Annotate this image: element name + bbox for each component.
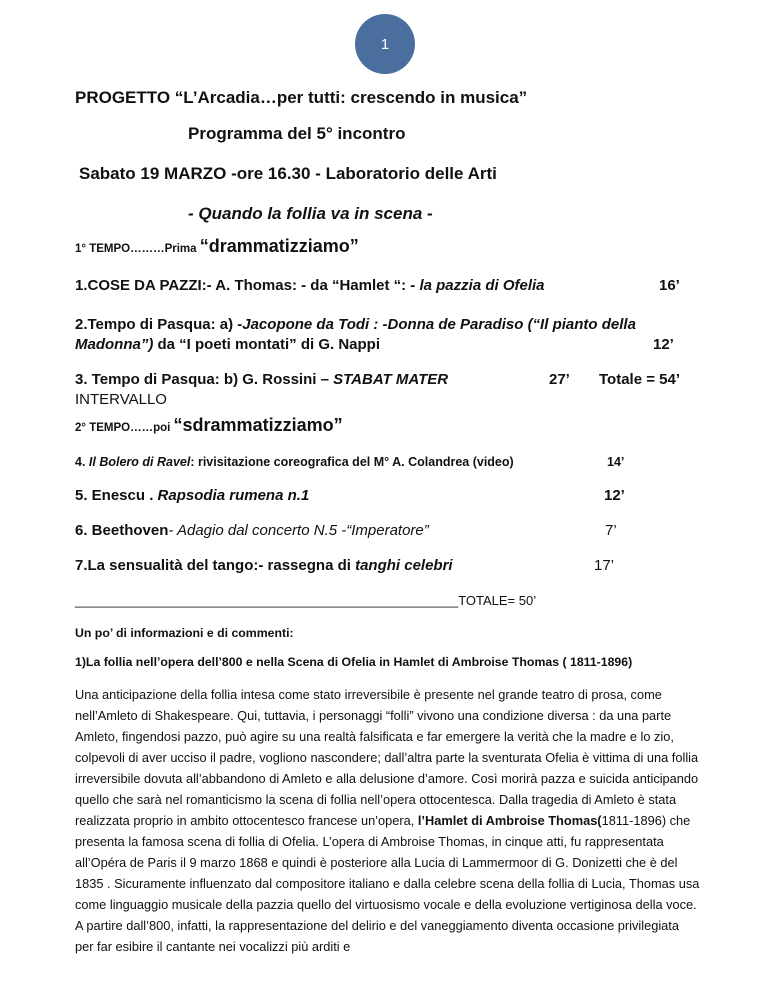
item-6-text: 6. Beethoven	[75, 522, 169, 539]
item-4-italic: Il Bolero di Ravel	[88, 455, 191, 469]
document-title: PROGETTO “L’Arcadia…per tutti: crescendo in musica”	[75, 88, 528, 107]
item-3-text: 3. Tempo di Pasqua: b) G. Rossini –	[75, 371, 334, 388]
paragraph-text-1: Una anticipazione della follia intesa come stato irreversibile è presente nel grande teatro di prosa, come nell’Amleto di Shakespeare. Qui, tuttavia, i personaggi “folli” vivono una condizione diversa : da una parte Amleto, fingendosi pazzo, può agire su una realtà falsificata e far emergere la verità che la madre e lo zio, colpevoli di aver ucciso il padre, vogliono nascondere; dall’altra parte la sventurata Ofelia è vittima di una follia irreversibile dovuta all’abbandono di Amleto e alla delusione d’amore. Così morirà pazza e suicida anticipando quello che sarà nel romanticismo la scena di follia nell’opera ottocentesca. Dalla tragedia di Amleto è stata realizzata proprio in ambito ottocentesco francese un’opera,	[75, 687, 699, 828]
section-1-heading: 1)La follia nell’opera dell’800 e nella Scena di Ofelia in Hamlet di Ambroise Thomas ( 1811-1896)	[75, 655, 633, 669]
item-4-number: 4.	[75, 455, 89, 469]
item-2-text: 2.Tempo di Pasqua: a) -	[75, 316, 243, 333]
item-3-duration: 27’	[549, 371, 570, 388]
paragraph-text-2: 1811-1896) che presenta la famosa scena di follia di Ofelia. L’opera di Ambroise Thomas, in cinque atti, fu rappresentata all’Opéra de Paris il 9 marzo 1868 e quindi è posteriore alla Lucia di Lammermoor di G. Donizetti che è del 1835 . Sicuramente influenzato dal compositore italiano e dalla celebre scena della follia di Lucia, Thomas usa come linguaggio musicale della pazzia quello del virtuosismo vocale e della evoluzione vertiginosa della voce. A partire dall’800, infatti, la rappresentazione del delirio e del vaneggiamento diventa occasione privilegiata per far esibire il cantante nei vocalizzi più arditi e	[75, 813, 700, 954]
item-4-duration: 14’	[607, 455, 625, 469]
tempo1-word: “drammatizziamo”	[199, 236, 359, 256]
tempo2-prefix: 2° TEMPO……poi	[75, 422, 174, 434]
grand-total-line: _____________________________________________________TOTALE= 50’	[75, 593, 537, 608]
item-2-duration: 12’	[653, 336, 674, 353]
item-1-duration: 16’	[659, 277, 680, 294]
program-item-7	[75, 557, 453, 574]
program-item-4	[75, 455, 514, 469]
item-7-duration: 17’	[594, 557, 615, 574]
item-5-italic: Rapsodia rumena n.1	[157, 487, 310, 504]
tempo1-prefix: 1° TEMPO………Prima	[75, 243, 200, 255]
program-item-1	[75, 277, 545, 294]
event-theme: - Quando la follia va in scena -	[188, 204, 433, 223]
info-heading: Un po’ di informazioni e di commenti:	[75, 626, 294, 640]
page-number-badge	[355, 14, 415, 74]
item-2-italic: Jacopone da Todi : -Donna de Paradiso (“Il pianto della	[242, 316, 636, 333]
item-6-duration: 7’	[605, 522, 617, 539]
program-subtitle: Programma del 5° incontro	[188, 124, 406, 143]
tempo2-heading	[75, 415, 343, 436]
item-6-italic: - Adagio dal concerto N.5 -“Imperatore”	[168, 522, 429, 539]
program-item-6	[75, 522, 429, 539]
program-item-2-line1	[75, 316, 636, 333]
tempo1-heading	[75, 236, 359, 257]
intermission-label: INTERVALLO	[75, 391, 167, 408]
item-5-duration: 12’	[604, 487, 625, 504]
program-item-3	[75, 371, 448, 388]
item-5-text: 5. Enescu .	[75, 487, 158, 504]
item-1-text: 1.COSE DA PAZZI:- A. Thomas: - da “Hamlet “: -	[75, 277, 420, 294]
item-2-italic-2: Madonna”)	[75, 336, 154, 353]
item-2-source: da “I poeti montati” di G. Nappi	[153, 336, 380, 353]
program-item-2-line2	[75, 336, 380, 353]
tempo2-word: “sdrammatizziamo”	[173, 415, 343, 435]
event-date-line: Sabato 19 MARZO -ore 16.30 - Laboratorio delle Arti	[79, 164, 497, 183]
section-1-paragraph	[75, 684, 700, 957]
program-item-5	[75, 487, 309, 504]
item-4-text: : rivisitazione coreografica del M° A. Colandrea (video)	[190, 455, 514, 469]
paragraph-bold: l’Hamlet di Ambroise Thomas(	[417, 813, 602, 828]
item-1-italic: la pazzia di Ofelia	[419, 277, 545, 294]
item-7-text: 7.La sensualità del tango:- rassegna di	[75, 557, 356, 574]
first-half-total: Totale = 54’	[599, 371, 681, 388]
page-number: 1	[380, 35, 390, 53]
item-7-italic: tanghi celebri	[355, 557, 453, 574]
item-3-italic: STABAT MATER	[333, 371, 449, 388]
